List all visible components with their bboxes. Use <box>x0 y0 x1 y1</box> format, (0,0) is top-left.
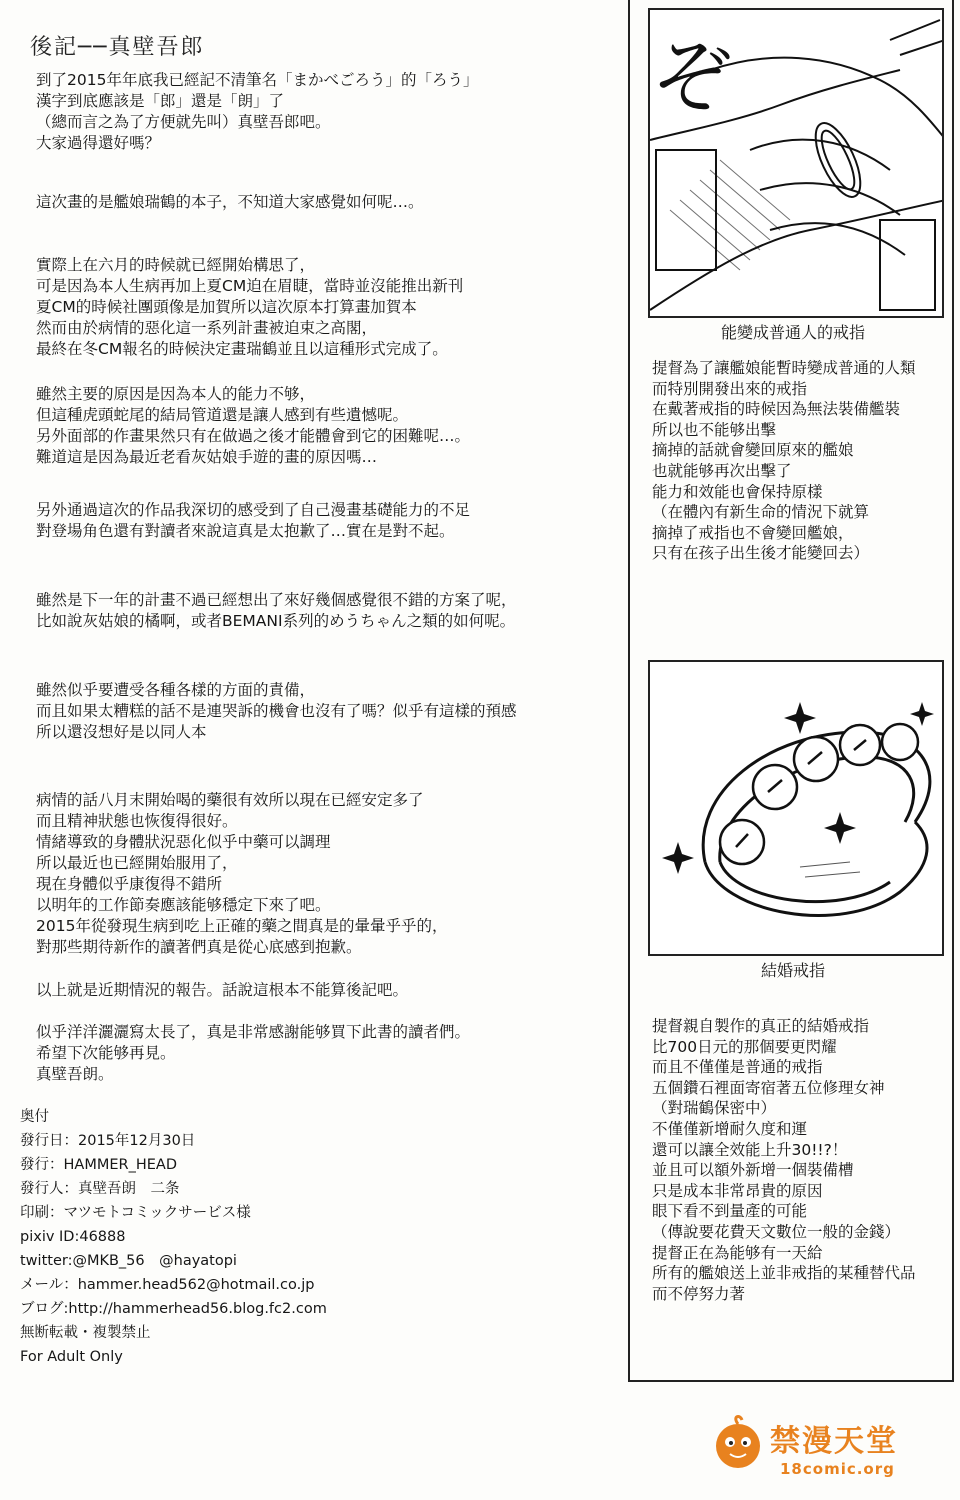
paragraph-line: 可是因為本人生病再加上夏CM迫在眉睫，當時並沒能推出新刊 <box>36 277 464 295</box>
afterword-paragraph <box>36 70 478 154</box>
colophon-line: 發行日：2015年12月30日 <box>20 1133 196 1149</box>
paragraph-line: 病情的話八月末開始喝的藥很有效所以現在已經安定多了 <box>36 791 424 809</box>
note-line: 比700日元的那個要更閃耀 <box>652 1037 837 1056</box>
paragraph-line: 夏CM的時候社團頭像是加賀所以這次原本打算畫加賀本 <box>36 298 417 316</box>
colophon-line: メール：hammer.head562@hotmail.co.jp <box>20 1277 315 1293</box>
wedding-ring-panel <box>648 660 944 956</box>
note-line: （在體內有新生命的情況下就算 <box>652 503 870 522</box>
colophon-line: 發行人：真壁吾朗 二条 <box>20 1181 180 1197</box>
paragraph-line: 然而由於病情的惡化這一系列計畫被迫束之高閣， <box>36 319 378 337</box>
hand-illustration <box>650 10 944 318</box>
paragraph-line: 雖然主要的原因是因為本人的能力不够， <box>36 385 316 403</box>
paragraph-line: 而且如果太糟糕的話不是連哭訴的機會也沒有了嗎？似乎有這樣的預感 <box>36 702 517 720</box>
paragraph-line: 以上就是近期情況的報告。話說這根本不能算後記吧。 <box>36 981 409 999</box>
afterword-paragraph <box>36 192 424 213</box>
note-line: 也就能够再次出擊了 <box>652 461 792 480</box>
note-line: 還可以讓全效能上升30!!?！ <box>652 1140 848 1159</box>
note-line: 只有在孩子出生後才能變回去） <box>652 544 870 563</box>
colophon <box>20 1105 327 1369</box>
afterword-paragraph <box>36 255 463 360</box>
mascot-icon <box>710 1412 766 1472</box>
afterword-paragraph <box>36 500 470 542</box>
paragraph-line: 到了2015年年底我已經記不清筆名「まかべごろう」的「ろう」 <box>36 71 479 89</box>
note-line: 在戴著戒指的時候因為無法裝備艦裝 <box>652 400 901 419</box>
ring-illustration <box>650 662 944 956</box>
paragraph-line: 雖然似乎要遭受各種各樣的方面的責備， <box>36 681 316 699</box>
paragraph-line: 真壁吾朗。 <box>36 1065 114 1083</box>
note-line: 摘掉了戒指也不會變回艦娘， <box>652 523 854 542</box>
panel1-caption: 能變成普通人的戒指 <box>720 323 865 342</box>
watermark-name: 禁漫天堂 <box>770 1424 898 1459</box>
note-line: 能力和效能也會保持原樣 <box>652 482 823 501</box>
paragraph-line: 漢字到底應該是「郎」還是「朗」了 <box>36 92 285 110</box>
note-line: 而且不僅僅是普通的戒指 <box>652 1058 823 1077</box>
paragraph-line: 但這種虎頭蛇尾的結局管道還是讓人感到有些遺憾呢。 <box>36 406 409 424</box>
paragraph-line: 另外通過這次的作品我深切的感受到了自己漫畫基礎能力的不足 <box>36 501 471 519</box>
note-line: 所有的艦娘送上並非戒指的某種替代品 <box>652 1264 916 1283</box>
colophon-line: 印刷：マツモトコミックサービス様 <box>20 1205 251 1221</box>
note-line: 眼下看不到量產的可能 <box>652 1202 808 1221</box>
paragraph-line: 雖然是下一年的計畫不過已經想出了來好幾個感覺很不錯的方案了呢， <box>36 591 517 609</box>
paragraph-line: 所以還沒想好是以同人本 <box>36 723 207 741</box>
colophon-line: ブログ:http://hammerhead56.blog.fc2.com <box>20 1301 327 1317</box>
note-line: 只是成本非常昂貴的原因 <box>652 1181 823 1200</box>
note-line: 提督親自製作的真正的結婚戒指 <box>652 1017 870 1035</box>
paragraph-line: 難道這是因為最近老看灰姑娘手遊的畫的原因嗎… <box>36 448 378 466</box>
afterword-paragraph <box>36 790 447 958</box>
paragraph-line: 以明年的工作節奏應該能够穩定下來了吧。 <box>36 896 331 914</box>
note-line: 摘掉的話就會變回原來的艦娘 <box>652 441 854 460</box>
watermark-logo <box>710 1412 766 1476</box>
paragraph-line: 比如說灰姑娘的橘啊，或者BEMANI系列的めうちゃん之類的如何呢。 <box>36 612 516 630</box>
paragraph-line: 這次畫的是艦娘瑞鶴的本子，不知道大家感覺如何呢…。 <box>36 193 424 211</box>
paragraph-line: 大家過得還好嗎？ <box>36 134 161 152</box>
afterword-paragraph <box>36 980 408 1001</box>
colophon-line: twitter:@MKB_56 @hayatopi <box>20 1253 237 1269</box>
paragraph-line: 現在身體似乎康復得不錯所 <box>36 875 223 893</box>
paragraph-line: 對登場角色還有對讀者來說這真是太抱歉了…實在是對不起。 <box>36 522 455 540</box>
colophon-line: For Adult Only <box>20 1349 123 1365</box>
afterword-paragraph <box>36 680 517 743</box>
note-line: 不僅僅新增耐久度和運 <box>652 1119 808 1138</box>
note-line: 所以也不能够出擊 <box>652 420 777 439</box>
panel1-note <box>652 358 916 564</box>
paragraph-line: 對那些期待新作的讀著們真是從心底感到抱歉。 <box>36 938 362 956</box>
panel2-note <box>652 1016 916 1304</box>
afterword-paragraph <box>36 590 517 632</box>
ring-hand-panel <box>648 8 944 318</box>
colophon-line: 無断転載・複製禁止 <box>20 1325 151 1341</box>
paragraph-line: 情緒導致的身體狀況惡化似乎中藥可以調理 <box>36 833 331 851</box>
colophon-line: pixiv ID:46888 <box>20 1229 126 1245</box>
page-title: 後記──真壁吾郎 <box>30 35 205 60</box>
note-line: 提督為了讓艦娘能暫時變成普通的人類 <box>652 359 916 377</box>
watermark-url: 18comic.org <box>780 1460 895 1478</box>
sfx-text: ぞ <box>652 31 732 124</box>
note-line: （傳說要花費天文數位一般的金錢） <box>652 1222 901 1241</box>
afterword-paragraph <box>36 384 470 468</box>
colophon-line: 發行：HAMMER_HEAD <box>20 1157 177 1173</box>
paragraph-line: 實際上在六月的時候就已經開始構思了， <box>36 256 316 274</box>
note-line: 五個鑽石裡面寄宿著五位修理女神 <box>652 1078 885 1097</box>
colophon-line: 奥付 <box>20 1109 49 1125</box>
paragraph-line: 最終在冬CM報名的時候決定畫瑞鶴並且以這種形式完成了。 <box>36 340 448 358</box>
paragraph-line: 所以最近也已經開始服用了， <box>36 854 238 872</box>
paragraph-line: 似乎洋洋灑灑寫太長了，真是非常感謝能够買下此書的讀者們。 <box>36 1023 471 1041</box>
panel2-caption: 結婚戒指 <box>760 961 825 980</box>
paragraph-line: （總而言之為了方便就先叫）真壁吾郎吧。 <box>36 113 331 131</box>
note-line: 並且可以額外新增一個裝備槽 <box>652 1161 854 1180</box>
note-line: 而不停努力著 <box>652 1284 746 1303</box>
afterword-paragraph <box>36 1022 470 1085</box>
paragraph-line: 而且精神狀態也恢復得很好。 <box>36 812 238 830</box>
note-line: （對瑞鶴保密中） <box>652 1099 777 1118</box>
note-line: 而特別開發出來的戒指 <box>652 379 808 398</box>
note-line: 提督正在為能够有一天給 <box>652 1243 823 1262</box>
paragraph-line: 2015年從發現生病到吃上正確的藥之間真是的暈暈乎乎的， <box>36 917 448 935</box>
paragraph-line: 另外面部的作畫果然只有在做過之後才能體會到它的困難呢…。 <box>36 427 471 445</box>
paragraph-line: 希望下次能够再見。 <box>36 1044 176 1062</box>
